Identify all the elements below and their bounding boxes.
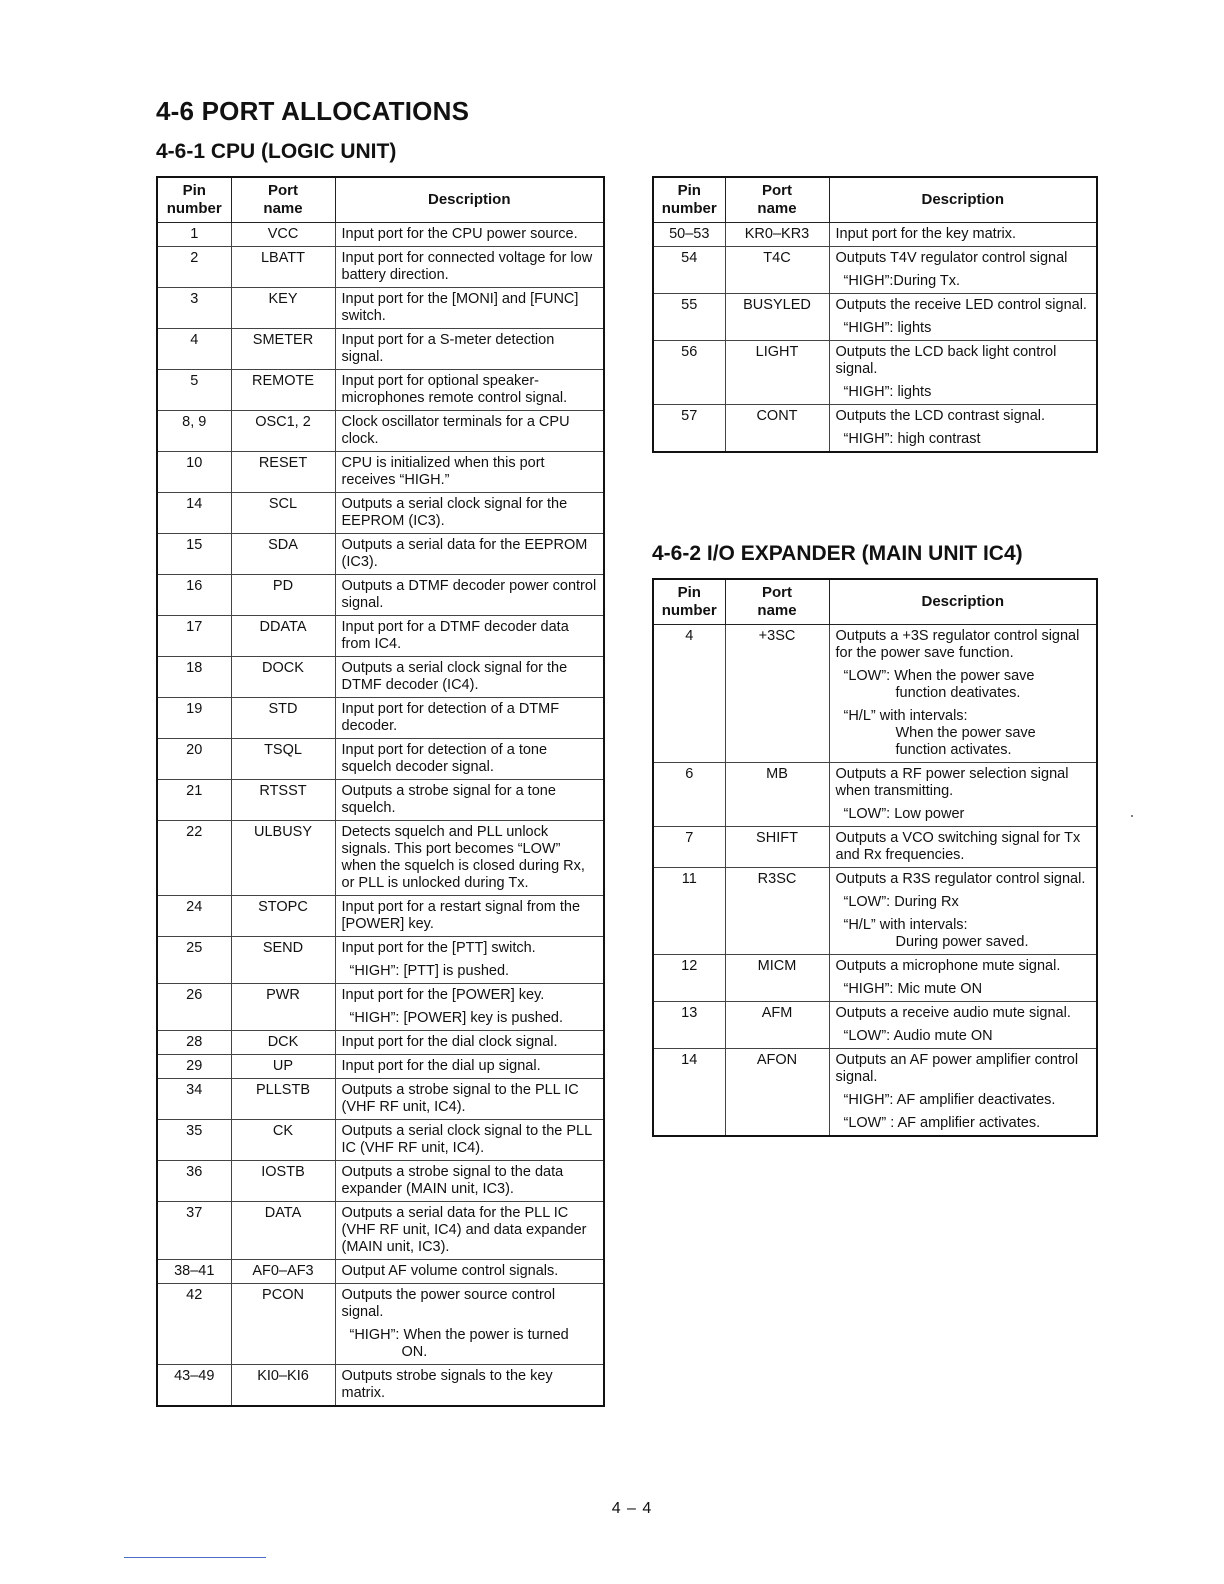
table-row	[653, 341, 1097, 405]
description-text: Outputs T4V regulator control signal	[835, 250, 1068, 266]
description-text: Input port for the dial clock signal.	[341, 1034, 558, 1050]
condition-note-continued: ON.	[401, 1344, 428, 1360]
pin-number-cell: 19	[157, 698, 231, 739]
description-cell	[335, 452, 604, 493]
port-name-cell: UP	[231, 1055, 335, 1079]
condition-note-secondary: “H/L” with intervals:	[843, 917, 968, 933]
description-text: Outputs a RF power selection signal when transmitting.	[835, 766, 1069, 799]
port-name-cell: SHIFT	[725, 827, 829, 868]
description-cell	[829, 294, 1097, 341]
table-row	[653, 625, 1097, 763]
description-text: Outputs a DTMF decoder power control signal.	[341, 578, 597, 611]
port-name-cell: CONT	[725, 405, 829, 453]
pin-number-cell: 4	[653, 625, 725, 763]
pin-number-cell: 1	[157, 223, 231, 247]
description-text: Outputs an AF power amplifier control signal.	[835, 1052, 1079, 1085]
table-row	[157, 247, 604, 288]
condition-note: “HIGH”: high contrast	[843, 431, 981, 447]
port-name-cell: DATA	[231, 1202, 335, 1260]
port-name-cell: AF0–AF3	[231, 1260, 335, 1284]
table-row	[653, 827, 1097, 868]
table-header-row	[653, 177, 1097, 223]
table-row	[157, 370, 604, 411]
port-name-cell: MB	[725, 763, 829, 827]
table-row	[157, 896, 604, 937]
table-row	[157, 698, 604, 739]
description-cell	[335, 739, 604, 780]
description-text: Outputs a serial data for the PLL IC (VHF RF unit, IC4) and data expander (MAIN unit, IC3).	[341, 1205, 587, 1255]
pin-number-cell: 3	[157, 288, 231, 329]
port-name-cell: T4C	[725, 247, 829, 294]
cpu-right-body	[653, 223, 1097, 453]
pin-number-cell: 24	[157, 896, 231, 937]
table-row	[653, 405, 1097, 453]
description-cell	[829, 223, 1097, 247]
description-text: Input port for the [POWER] key.	[341, 987, 545, 1003]
description-cell	[335, 1055, 604, 1079]
table-row	[157, 780, 604, 821]
pin-number-cell: 38–41	[157, 1260, 231, 1284]
description-cell	[829, 625, 1097, 763]
description-text: Outputs a strobe signal to the data expander (MAIN unit, IC3).	[341, 1164, 564, 1197]
port-name-cell: PWR	[231, 984, 335, 1031]
table-row	[157, 1055, 604, 1079]
condition-note: “HIGH”: lights	[843, 320, 932, 336]
pin-number-cell: 29	[157, 1055, 231, 1079]
description-text: Detects squelch and PLL unlock signals. This port becomes “LOW” when the squelch is closed during Rx, or PLL is unlocked during Tx.	[341, 824, 585, 891]
description-cell	[335, 288, 604, 329]
table-row	[157, 329, 604, 370]
table-row	[157, 616, 604, 657]
cpu-heading: 4-6-1 CPU (LOGIC UNIT)	[156, 140, 397, 163]
pin-number-cell: 37	[157, 1202, 231, 1260]
table-row	[653, 1002, 1097, 1049]
condition-note: “LOW”: When the power save	[843, 668, 1035, 684]
description-text: Clock oscillator terminals for a CPU clock.	[341, 414, 570, 447]
description-text: Input port for a S-meter detection signal.	[341, 332, 555, 365]
port-name-cell: STD	[231, 698, 335, 739]
table-row	[157, 1031, 604, 1055]
description-text: Outputs a serial clock signal for the DTMF decoder (IC4).	[341, 660, 568, 693]
description-text: Outputs the LCD contrast signal.	[835, 408, 1046, 424]
condition-note-secondary: “LOW” : AF amplifier activates.	[843, 1115, 1041, 1131]
table-row	[157, 739, 604, 780]
table-row	[653, 294, 1097, 341]
table-row	[157, 984, 604, 1031]
description-cell	[335, 575, 604, 616]
description-text: Outputs a serial clock signal to the PLL IC (VHF RF unit, IC4).	[341, 1123, 592, 1156]
description-cell	[335, 534, 604, 575]
description-text: Outputs strobe signals to the key matrix.	[341, 1368, 553, 1401]
description-cell	[335, 1202, 604, 1260]
description-cell	[829, 955, 1097, 1002]
pin-number-cell: 42	[157, 1284, 231, 1365]
pin-number-cell: 35	[157, 1120, 231, 1161]
pin-number-cell: 10	[157, 452, 231, 493]
condition-note-continued: function deativates.	[895, 685, 1021, 701]
condition-note-secondary-continued: When the power save function activates.	[895, 725, 1036, 758]
description-cell	[829, 405, 1097, 453]
description-cell	[829, 247, 1097, 294]
pin-number-cell: 8, 9	[157, 411, 231, 452]
table-row	[653, 1049, 1097, 1137]
pin-number-cell: 15	[157, 534, 231, 575]
port-name-cell: STOPC	[231, 896, 335, 937]
cpu-left-body	[157, 223, 604, 1407]
description-text: CPU is initialized when this port receives “HIGH.”	[341, 455, 545, 488]
description-cell	[335, 616, 604, 657]
table-row	[157, 223, 604, 247]
port-name-cell: IOSTB	[231, 1161, 335, 1202]
description-text: Input port for the key matrix.	[835, 226, 1017, 242]
description-text: Input port for detection of a tone squelch decoder signal.	[341, 742, 548, 775]
description-cell	[829, 827, 1097, 868]
table-row	[653, 955, 1097, 1002]
description-cell	[335, 1260, 604, 1284]
description-text: Input port for the CPU power source.	[341, 226, 578, 242]
table-row	[157, 1079, 604, 1120]
table-header-row	[157, 177, 604, 223]
description-cell	[335, 411, 604, 452]
io-expander-port-table	[652, 578, 1098, 1137]
port-name-cell: CK	[231, 1120, 335, 1161]
condition-note: “HIGH”: Mic mute ON	[843, 981, 983, 997]
io-expander-heading: 4-6-2 I/O EXPANDER (MAIN UNIT IC4)	[652, 542, 1023, 565]
description-header: Description	[829, 177, 1097, 223]
port-name-header: Port name	[725, 177, 829, 223]
port-name-cell: PLLSTB	[231, 1079, 335, 1120]
description-text: Outputs a microphone mute signal.	[835, 958, 1061, 974]
description-cell	[335, 1161, 604, 1202]
port-name-cell: AFM	[725, 1002, 829, 1049]
table-row	[157, 1284, 604, 1365]
description-cell	[335, 984, 604, 1031]
port-name-cell: RTSST	[231, 780, 335, 821]
pin-number-header: Pin number	[653, 177, 725, 223]
table-row	[157, 534, 604, 575]
table-row	[653, 247, 1097, 294]
description-cell	[335, 937, 604, 984]
pin-number-cell: 5	[157, 370, 231, 411]
description-header: Description	[829, 579, 1097, 625]
description-text: Outputs a strobe signal to the PLL IC (VHF RF unit, IC4).	[341, 1082, 579, 1115]
table-row	[653, 223, 1097, 247]
pin-number-cell: 56	[653, 341, 725, 405]
pin-number-cell: 25	[157, 937, 231, 984]
condition-note: “HIGH”:During Tx.	[843, 273, 961, 289]
description-cell	[335, 247, 604, 288]
port-name-cell: DDATA	[231, 616, 335, 657]
description-cell	[335, 329, 604, 370]
port-name-cell: SDA	[231, 534, 335, 575]
condition-note-secondary-continued: During power saved.	[895, 934, 1029, 950]
condition-note: “LOW”: Low power	[843, 806, 965, 822]
cpu-port-table-left	[156, 176, 605, 1407]
table-row	[157, 1365, 604, 1407]
pin-number-cell: 14	[157, 493, 231, 534]
table-row	[157, 821, 604, 896]
table-row	[157, 1202, 604, 1260]
cpu-port-table-right	[652, 176, 1098, 453]
pin-number-cell: 20	[157, 739, 231, 780]
description-cell	[335, 493, 604, 534]
port-name-cell: BUSYLED	[725, 294, 829, 341]
pin-number-cell: 57	[653, 405, 725, 453]
description-cell	[829, 1002, 1097, 1049]
port-name-header: Port name	[231, 177, 335, 223]
condition-note: “LOW”: Audio mute ON	[843, 1028, 993, 1044]
pin-number-cell: 11	[653, 868, 725, 955]
port-name-cell: SMETER	[231, 329, 335, 370]
table-header-row	[653, 579, 1097, 625]
condition-note: “HIGH”: [PTT] is pushed.	[349, 963, 510, 979]
pin-number-cell: 16	[157, 575, 231, 616]
pin-number-cell: 43–49	[157, 1365, 231, 1407]
pin-number-cell: 54	[653, 247, 725, 294]
condition-note: “HIGH”: AF amplifier deactivates.	[843, 1092, 1056, 1108]
port-name-cell: TSQL	[231, 739, 335, 780]
description-text: Input port for the [PTT] switch.	[341, 940, 536, 956]
description-cell	[335, 780, 604, 821]
pin-number-cell: 12	[653, 955, 725, 1002]
pin-number-cell: 14	[653, 1049, 725, 1137]
port-name-cell: KI0–KI6	[231, 1365, 335, 1407]
condition-note: “LOW”: During Rx	[843, 894, 959, 910]
pin-number-cell: 4	[157, 329, 231, 370]
description-text: Outputs a strobe signal for a tone squelch.	[341, 783, 556, 816]
description-text: Input port for the [MONI] and [FUNC] switch.	[341, 291, 579, 324]
description-cell	[335, 657, 604, 698]
description-text: Input port for connected voltage for low battery direction.	[341, 250, 593, 283]
description-cell	[829, 763, 1097, 827]
pin-number-cell: 18	[157, 657, 231, 698]
description-text: Outputs the power source control signal.	[341, 1287, 556, 1320]
condition-note: “HIGH”: [POWER] key is pushed.	[349, 1010, 564, 1026]
table-row	[653, 763, 1097, 827]
pin-number-cell: 17	[157, 616, 231, 657]
description-text: Outputs a serial clock signal for the EEPROM (IC3).	[341, 496, 568, 529]
port-name-cell: KR0–KR3	[725, 223, 829, 247]
table-row	[157, 1260, 604, 1284]
description-cell	[335, 896, 604, 937]
table-row	[157, 452, 604, 493]
port-name-cell: DCK	[231, 1031, 335, 1055]
table-row	[157, 288, 604, 329]
port-name-cell: REMOTE	[231, 370, 335, 411]
footer-rule	[124, 1557, 266, 1558]
description-text: Outputs the LCD back light control signal.	[835, 344, 1057, 377]
port-name-cell: AFON	[725, 1049, 829, 1137]
pin-number-cell: 6	[653, 763, 725, 827]
description-text: Input port for the dial up signal.	[341, 1058, 541, 1074]
description-text: Outputs a VCO switching signal for Tx and Rx frequencies.	[835, 830, 1081, 863]
table-row	[157, 575, 604, 616]
description-cell	[335, 698, 604, 739]
port-name-cell: SCL	[231, 493, 335, 534]
description-text: Outputs a receive audio mute signal.	[835, 1005, 1071, 1021]
port-name-cell: OSC1, 2	[231, 411, 335, 452]
description-cell	[829, 868, 1097, 955]
port-name-cell: SEND	[231, 937, 335, 984]
port-name-cell: DOCK	[231, 657, 335, 698]
pin-number-cell: 22	[157, 821, 231, 896]
port-name-cell: R3SC	[725, 868, 829, 955]
port-name-cell: RESET	[231, 452, 335, 493]
port-name-cell: KEY	[231, 288, 335, 329]
port-name-cell: MICM	[725, 955, 829, 1002]
port-name-cell: LBATT	[231, 247, 335, 288]
description-cell	[335, 1079, 604, 1120]
description-text: Input port for optional speaker-microphones remote control signal.	[341, 373, 568, 406]
condition-note: “HIGH”: lights	[843, 384, 932, 400]
pin-number-cell: 7	[653, 827, 725, 868]
table-row	[157, 657, 604, 698]
section-title: 4-6 PORT ALLOCATIONS	[156, 96, 470, 126]
table-row	[157, 1120, 604, 1161]
pin-number-cell: 21	[157, 780, 231, 821]
pin-number-cell: 2	[157, 247, 231, 288]
description-cell	[335, 223, 604, 247]
page-number: 4 – 4	[611, 1500, 653, 1517]
pin-number-cell: 36	[157, 1161, 231, 1202]
port-name-cell: +3SC	[725, 625, 829, 763]
scan-speck	[1131, 815, 1133, 817]
io-expander-body	[653, 625, 1097, 1137]
table-row	[157, 493, 604, 534]
table-row	[157, 937, 604, 984]
port-name-cell: LIGHT	[725, 341, 829, 405]
port-name-cell: ULBUSY	[231, 821, 335, 896]
description-cell	[335, 1120, 604, 1161]
pin-number-header: Pin number	[157, 177, 231, 223]
pin-number-cell: 55	[653, 294, 725, 341]
condition-note-secondary: “H/L” with intervals:	[843, 708, 968, 724]
description-header: Description	[335, 177, 604, 223]
port-name-header: Port name	[725, 579, 829, 625]
pin-number-cell: 26	[157, 984, 231, 1031]
description-text: Output AF volume control signals.	[341, 1263, 559, 1279]
description-cell	[335, 1284, 604, 1365]
description-cell	[335, 1031, 604, 1055]
port-name-cell: PD	[231, 575, 335, 616]
description-text: Input port for a restart signal from the [POWER] key.	[341, 899, 581, 932]
description-text: Outputs a R3S regulator control signal.	[835, 871, 1086, 887]
table-row	[157, 1161, 604, 1202]
description-cell	[335, 370, 604, 411]
pin-number-cell: 34	[157, 1079, 231, 1120]
pin-number-cell: 50–53	[653, 223, 725, 247]
description-text: Outputs a +3S regulator control signal for the power save function.	[835, 628, 1080, 661]
port-name-cell: PCON	[231, 1284, 335, 1365]
description-text: Outputs a serial data for the EEPROM (IC3).	[341, 537, 588, 570]
condition-note: “HIGH”: When the power is turned	[349, 1327, 569, 1343]
description-cell	[829, 1049, 1097, 1137]
table-row	[157, 411, 604, 452]
description-text: Input port for a DTMF decoder data from IC4.	[341, 619, 569, 652]
port-name-cell: VCC	[231, 223, 335, 247]
pin-number-cell: 28	[157, 1031, 231, 1055]
description-cell	[335, 821, 604, 896]
table-row	[653, 868, 1097, 955]
pin-number-cell: 13	[653, 1002, 725, 1049]
description-text: Outputs the receive LED control signal.	[835, 297, 1087, 313]
description-cell	[335, 1365, 604, 1407]
description-text: Input port for detection of a DTMF decoder.	[341, 701, 560, 734]
pin-number-header: Pin number	[653, 579, 725, 625]
description-cell	[829, 341, 1097, 405]
